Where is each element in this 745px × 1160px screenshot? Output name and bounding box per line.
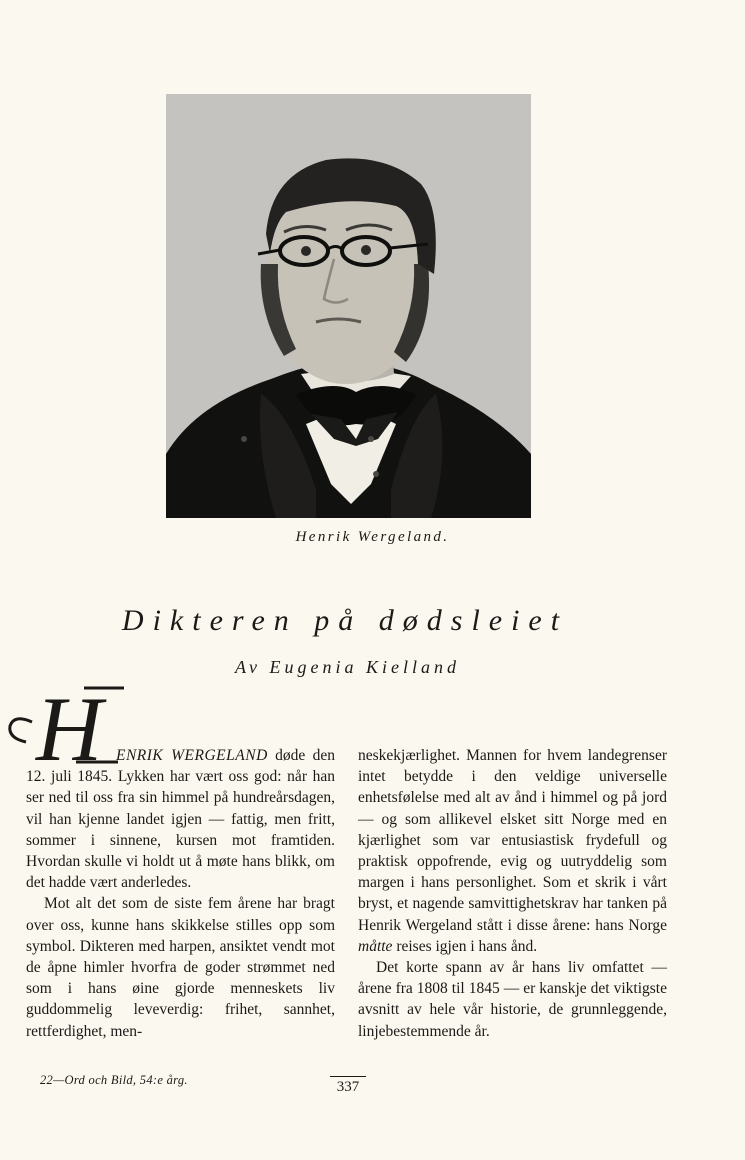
paragraph-4: Det korte spann av år hans liv omfattet — årene fra 1808 til 1845 — er kanskje det viktigste avsnitt av hele vår historie, de grunnleggende, linjebestemmende år. bbox=[358, 959, 667, 1040]
source-footnote: 22—Ord och Bild, 54:e årg. bbox=[40, 1073, 188, 1087]
emphasis-word: måtte bbox=[358, 937, 393, 955]
paragraph-1 bbox=[26, 745, 335, 893]
portrait-photo bbox=[166, 94, 531, 518]
photo-caption: Henrik Wergeland. bbox=[295, 529, 450, 545]
page-number: 337 bbox=[330, 1076, 366, 1096]
drop-cap-glyph: H bbox=[36, 682, 103, 768]
paragraph-2: Mot alt det som de siste fem årene har bragt over oss, kunne hans skikkelse stilles opp som symbol. Dikteren med harpen, ansiktet vendt mot de åpne himler hvorfra de goder strømmet ned som i hans øine gjorde menneskets liv guddommelig leveverdig: frihet, sannhet, rettferdighet, men- bbox=[26, 895, 335, 1040]
paragraph-3 bbox=[358, 745, 667, 957]
article-title: Dikteren på dødsleiet bbox=[121, 604, 569, 637]
opening-name: ENRIK WERGELAND bbox=[116, 747, 268, 764]
paragraph-3-text-b: reises igjen i hans ånd. bbox=[392, 937, 538, 955]
paragraph-3-text-a: neskekjærlighet. Mannen for hvem landegrenser intet betydde i den veldige universelle enhetsfølelse med alt av ånd i himmel og på jord — og som allikevel elsket sitt Norge med en kjærlighet som var entusiastisk frydefull og praktisk oppofrende, evig og uutryddelig som margen i hans personlighet. Som et skrik i vårt bryst, et nagende samvittighetskrav har tanken på Henrik Wergeland stått i disse årene: hans Norge bbox=[358, 747, 667, 934]
paragraph-1-text: døde den 12. juli 1845. Lykken har vært oss god: når han ser ned til oss fra sin himmel på hundreårsdagen, vil han kjenne landet igjen — fattig, men fritt, sommer i sinnene, kursen mot framtiden. Hvordan skulle vi holdt ut å møte hans blikk, om det hadde vært anderledes. bbox=[26, 747, 335, 892]
article-byline: Av Eugenia Kielland bbox=[235, 657, 460, 677]
right-column bbox=[358, 745, 667, 1042]
left-column bbox=[26, 745, 335, 1042]
